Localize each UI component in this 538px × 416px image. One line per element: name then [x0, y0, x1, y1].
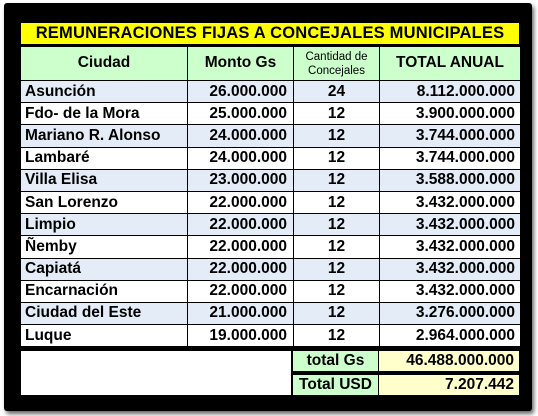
count-cell: 12	[294, 258, 380, 280]
amount-cell: 22.000.000	[188, 191, 294, 213]
count-cell: 12	[294, 147, 380, 169]
count-cell: 24	[294, 81, 380, 103]
column-header-count-line2: Concejales	[308, 64, 365, 77]
annual-total-cell: 3.900.000.000	[380, 103, 521, 125]
table-row	[21, 280, 521, 302]
count-cell: 12	[294, 169, 380, 191]
city-cell: Limpio	[21, 214, 188, 236]
count-cell: 12	[294, 103, 380, 125]
column-header-amount: Monto Gs	[188, 47, 294, 81]
annual-total-cell: 3.432.000.000	[380, 236, 521, 258]
city-cell: Encarnación	[21, 280, 188, 302]
amount-cell: 19.000.000	[188, 325, 294, 347]
table-body	[21, 81, 521, 347]
table-row	[21, 147, 521, 169]
annual-total-cell: 3.276.000.000	[380, 302, 521, 324]
annual-total-cell: 3.744.000.000	[380, 147, 521, 169]
count-cell: 12	[294, 125, 380, 147]
count-cell: 12	[294, 191, 380, 213]
count-cell: 12	[294, 236, 380, 258]
amount-cell: 22.000.000	[188, 236, 294, 258]
annual-total-cell: 3.432.000.000	[380, 258, 521, 280]
column-header-annual: TOTAL ANUAL	[380, 47, 521, 81]
table-row	[21, 325, 521, 347]
column-header-count-line1: Cantidad de	[305, 50, 368, 63]
page-title: REMUNERACIONES FIJAS A CONCEJALES MUNICIPALES	[20, 22, 520, 45]
table-row	[21, 125, 521, 147]
amount-cell: 21.000.000	[188, 302, 294, 324]
total-usd-label: Total USD	[292, 374, 379, 396]
total-usd-value: 7.207.442	[378, 374, 520, 396]
column-header-count	[294, 47, 380, 81]
totals-blank-area	[20, 350, 292, 396]
amount-cell: 22.000.000	[188, 258, 294, 280]
amount-cell: 24.000.000	[188, 125, 294, 147]
column-header-city: Ciudad	[21, 47, 188, 81]
city-cell: Luque	[21, 325, 188, 347]
count-cell: 12	[294, 280, 380, 302]
count-cell: 12	[294, 325, 380, 347]
annual-total-cell: 3.432.000.000	[380, 280, 521, 302]
annual-total-cell: 3.744.000.000	[380, 125, 521, 147]
city-cell: Lambaré	[21, 147, 188, 169]
city-cell: San Lorenzo	[21, 191, 188, 213]
count-cell: 12	[294, 214, 380, 236]
table-row	[21, 258, 521, 280]
city-cell: Fdo- de la Mora	[21, 103, 188, 125]
count-cell: 12	[294, 302, 380, 324]
table-row	[21, 302, 521, 324]
total-gs-label: total Gs	[292, 350, 379, 372]
table-row	[21, 236, 521, 258]
table-row	[21, 191, 521, 213]
annual-total-cell: 8.112.000.000	[380, 81, 521, 103]
city-cell: Ñemby	[21, 236, 188, 258]
amount-cell: 22.000.000	[188, 214, 294, 236]
amount-cell: 24.000.000	[188, 147, 294, 169]
table-row	[21, 81, 521, 103]
amount-cell: 22.000.000	[188, 280, 294, 302]
amount-cell: 25.000.000	[188, 103, 294, 125]
amount-cell: 26.000.000	[188, 81, 294, 103]
table-row	[21, 214, 521, 236]
total-gs-value: 46.488.000.000	[378, 350, 520, 372]
table-row	[21, 169, 521, 191]
city-cell: Villa Elisa	[21, 169, 188, 191]
annual-total-cell: 3.432.000.000	[380, 191, 521, 213]
city-cell: Mariano R. Alonso	[21, 125, 188, 147]
annual-total-cell: 3.588.000.000	[380, 169, 521, 191]
city-cell: Ciudad del Este	[21, 302, 188, 324]
city-cell: Asunción	[21, 81, 188, 103]
table-row	[21, 103, 521, 125]
annual-total-cell: 3.432.000.000	[380, 214, 521, 236]
remuneration-table	[20, 46, 521, 347]
city-cell: Capiatá	[21, 258, 188, 280]
amount-cell: 23.000.000	[188, 169, 294, 191]
table-header-row	[21, 47, 521, 81]
annual-total-cell: 2.964.000.000	[380, 325, 521, 347]
